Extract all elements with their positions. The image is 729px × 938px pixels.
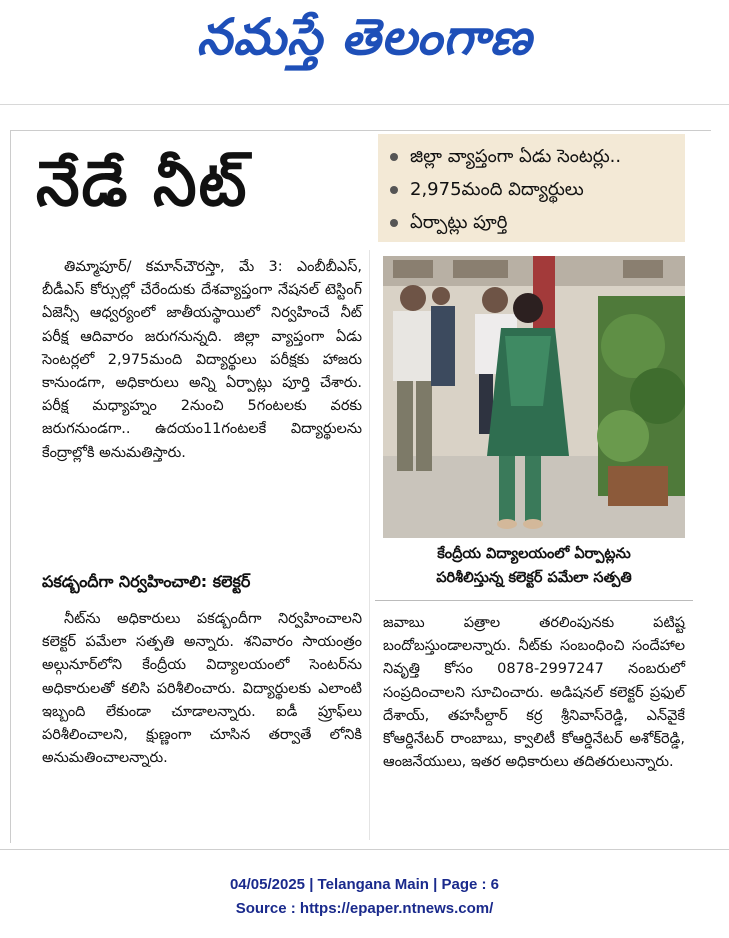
article-headline: నేడే నీట్ bbox=[36, 147, 249, 220]
bullet-icon bbox=[390, 186, 398, 194]
masthead bbox=[0, 0, 729, 88]
photo-caption-line: కేంద్రీయ విద్యాలయంలో ఏర్పాట్లను bbox=[437, 546, 631, 562]
footer-source: Source : https://epaper.ntnews.com/ bbox=[235, 900, 494, 917]
highlight-item: జిల్లా వ్యాప్తంగా ఏడు సెంటర్లు.. bbox=[390, 140, 677, 173]
highlight-item: 2,975మంది విద్యార్థులు bbox=[390, 173, 677, 206]
article-body-left: నీట్‌ను అధికారులు పకడ్బందీగా నిర్వహించాలని కలెక్టర్ పమేలా సత్పతి అన్నారు. శనివారం సాయంత్రం అల్గునూర్‌లోని కేంద్రీయ విద్యాలయంలో సెంటర్‌ను అధికారులతో కలిసి పరిశీలించారు. విద్యార్థులకు ఎలాంటి ఇబ్బంది లేకుండా చూడాలన్నారు. ఐడీ ప్రూఫ్‌లు పరిశీలించాలని, క్షుణ్ణంగా చూసిన తర్వాతే లోనికి అనుమతించాలన్నారు. bbox=[42, 611, 362, 767]
article-lead: తిమ్మాపూర్/ కమాన్‌చౌరస్తా, మే 3: ఎంబీబీఎస్, బీడీఎస్ కోర్సుల్లో చేరేందుకు దేశవ్యాప్తంగా నేషనల్ టెస్టింగ్ ఏజెన్సీ ఆధ్వర్యంలో జాతీయస్థాయిలో నిర్వహించే నీట్ పరీక్ష ఆదివారం జరుగనున్నది. జిల్లా వ్యాప్తంగా ఏడు సెంటర్లలో 2,975మంది విద్యార్థులు పరీక్షకు హాజరు కానుండగా, అధికారులు అన్ని ఏర్పాట్లు పూర్తి చేశారు. పరీక్ష మధ్యాహ్నం 2నుంచి 5గంటలకు వరకు జరుగనుండగా.. ఉదయం11గంటలకే విద్యార్థులను కేంద్రాల్లోకి అనుమతిస్తారు. bbox=[42, 259, 362, 461]
collector-inspection-photo bbox=[383, 256, 685, 538]
photo-caption-line: పరిశీలిస్తున్న కలెక్టర్ పమేలా సత్పతి bbox=[436, 570, 632, 586]
article-subhead: పకడ్బందీగా నిర్వహించాలి: కలెక్టర్ bbox=[42, 572, 251, 591]
highlight-item: ఏర్పాట్లు పూర్తి bbox=[390, 206, 677, 239]
column-divider bbox=[369, 250, 370, 840]
newspaper-title: నమస్తే తెలంగాణ bbox=[196, 8, 533, 66]
article-body-right: జవాబు పత్రాల తరలింపునకు పటిష్ట బందోబస్తుండాలన్నారు. నీట్‌కు సంబంధించి సందేహాల నివృత్తి కోసం 0878-2997247 నంబరులో సంప్రదించాలని సూచించారు. అడిషనల్ కలెక్టర్ ప్రఫుల్ దేశాయ్, తహసీల్దార్ కర్ర శ్రీనివాస్‌రెడ్డి, ఎన్‌వైకే కోఆర్డినేటర్ రాంబాబు, క్వాలిటీ కోఆర్డినేటర్ అశోక్‌రెడ్డి, ఆంజనేయులు, ఇతర అధికారులు తదితరులున్నారు. bbox=[383, 615, 685, 771]
masthead-divider bbox=[0, 104, 729, 105]
footer-divider bbox=[0, 849, 729, 850]
bullet-icon bbox=[390, 219, 398, 227]
photo-caption bbox=[383, 542, 685, 590]
highlights-box bbox=[378, 134, 685, 242]
footer-edition-info: 04/05/2025 | Telangana Main | Page : 6 bbox=[229, 876, 500, 893]
caption-divider bbox=[375, 600, 693, 601]
article-photo bbox=[383, 256, 685, 538]
bullet-icon bbox=[390, 153, 398, 161]
